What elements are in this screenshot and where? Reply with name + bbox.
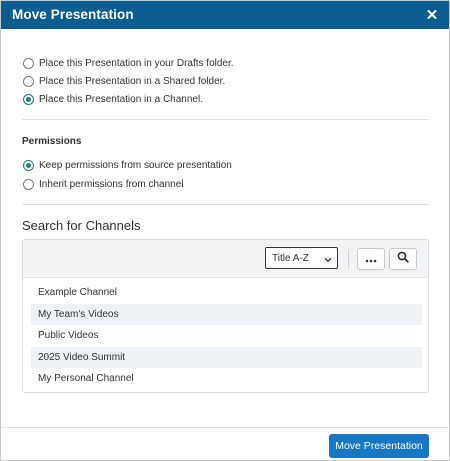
radio-channel[interactable] — [23, 94, 34, 105]
channel-toolbar — [23, 240, 428, 278]
list-item[interactable]: Public Videos — [38, 330, 99, 342]
channel-panel — [22, 239, 429, 393]
radio-shared-folder[interactable] — [23, 76, 34, 87]
toolbar-separator — [348, 249, 349, 269]
section-divider — [22, 119, 429, 120]
close-icon[interactable] — [425, 6, 439, 22]
ellipsis-icon — [365, 250, 377, 268]
option-inherit-permissions[interactable] — [23, 177, 184, 191]
list-item[interactable]: My Team's Videos — [31, 304, 422, 326]
option-keep-permissions[interactable] — [23, 158, 232, 172]
radio-inherit-permissions[interactable] — [23, 179, 34, 190]
channel-list — [31, 282, 422, 390]
option-drafts-folder[interactable] — [23, 56, 234, 70]
footer-divider — [1, 427, 449, 428]
option-channel-label: Place this Presentation in a Channel. — [39, 93, 203, 105]
option-shared-folder[interactable] — [23, 74, 225, 88]
section-divider — [22, 204, 429, 205]
search-icon — [397, 250, 409, 268]
permissions-heading: Permissions — [22, 136, 82, 147]
list-item[interactable]: Example Channel — [38, 287, 117, 299]
option-shared-folder-label: Place this Presentation in a Shared folder. — [39, 75, 226, 87]
sort-select-value: Title A-Z — [272, 252, 309, 264]
move-presentation-button[interactable]: Move Presentation — [329, 434, 429, 458]
radio-drafts-folder[interactable] — [23, 58, 34, 69]
option-drafts-folder-label: Place this Presentation in your Drafts folder. — [39, 57, 234, 69]
list-item[interactable]: My Personal Channel — [38, 373, 134, 385]
radio-keep-permissions[interactable] — [23, 160, 34, 171]
sort-select[interactable] — [265, 247, 338, 269]
dialog-title: Move Presentation — [12, 7, 134, 22]
search-button[interactable] — [389, 248, 417, 270]
dialog-titlebar — [1, 1, 449, 29]
search-channels-heading: Search for Channels — [22, 218, 141, 233]
option-inherit-permissions-label: Inherit permissions from channel — [39, 178, 184, 190]
chevron-down-icon — [324, 255, 332, 261]
list-item[interactable]: 2025 Video Summit — [31, 347, 422, 369]
option-channel[interactable] — [23, 92, 203, 106]
option-keep-permissions-label: Keep permissions from source presentation — [39, 159, 232, 171]
more-options-button[interactable] — [357, 248, 385, 270]
